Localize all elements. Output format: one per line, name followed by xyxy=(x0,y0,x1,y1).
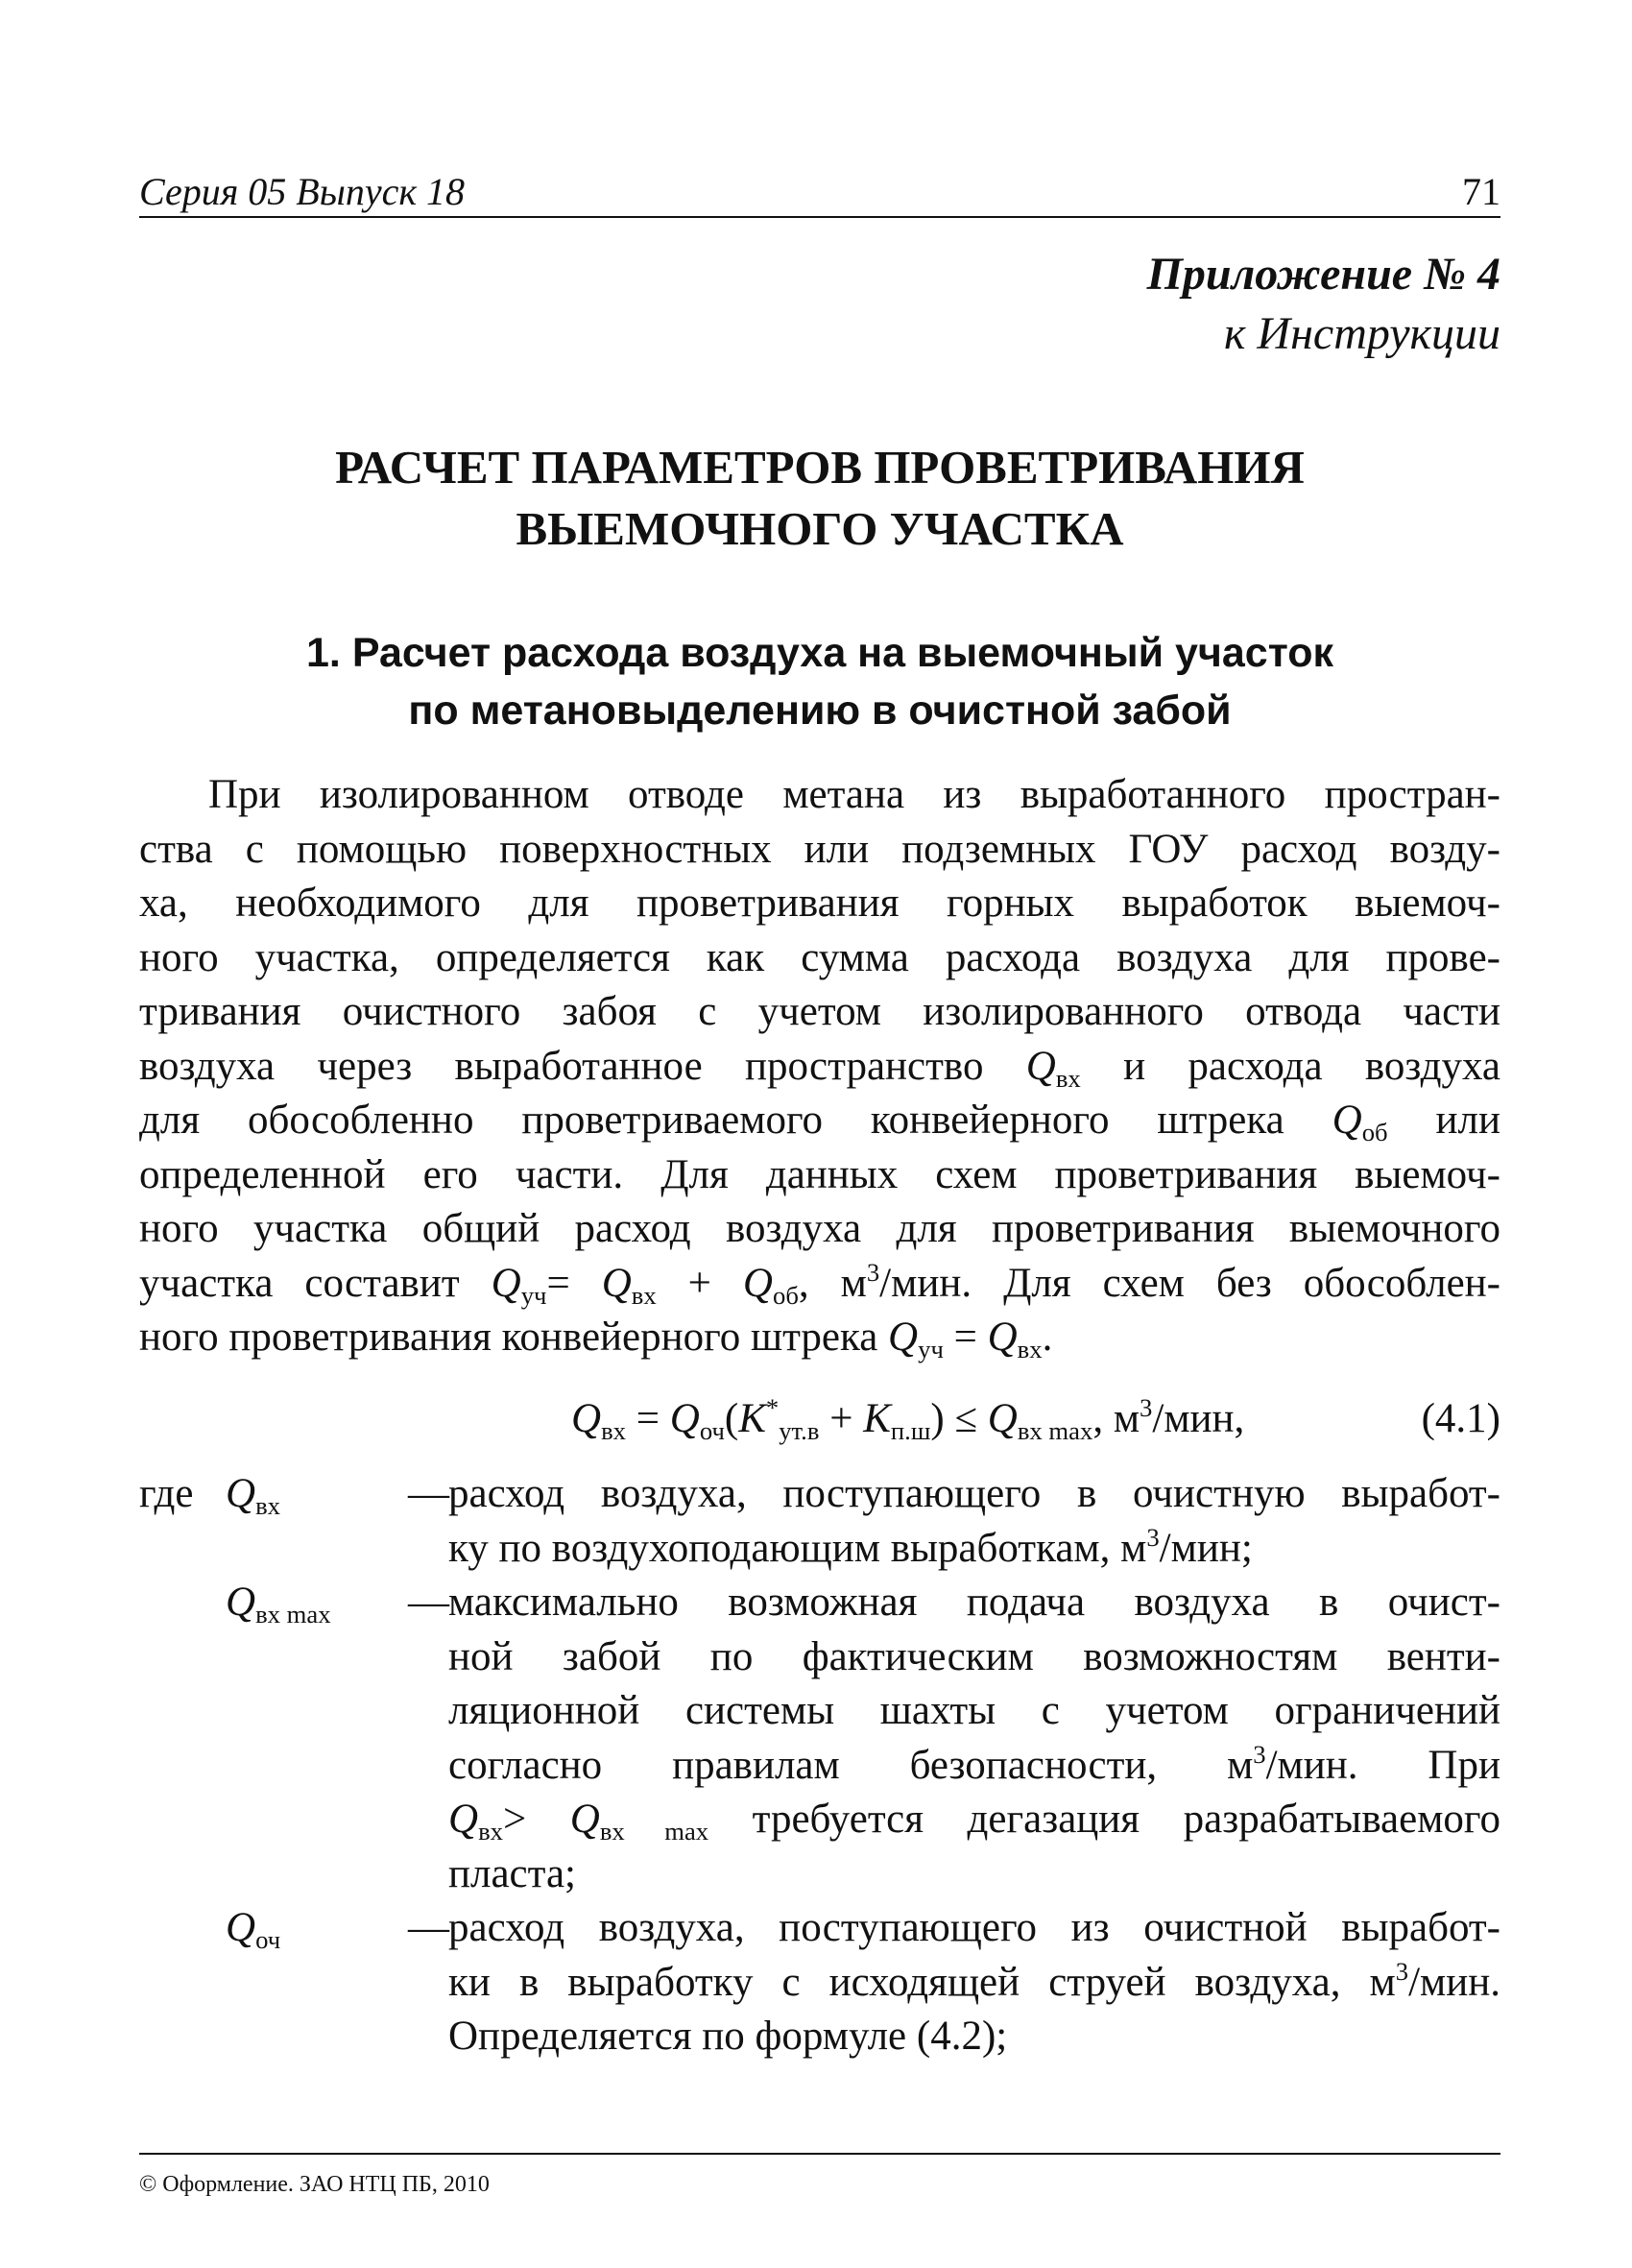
text-run: участка составит xyxy=(139,1260,460,1306)
text-run: воздуха через выработанное пространство xyxy=(139,1043,984,1089)
definition-line: максимально возможная подача воздуха в очист- xyxy=(448,1580,1500,1625)
symbol-q-vx: $Q_{вх}$ xyxy=(1025,1043,1081,1093)
paragraph-line xyxy=(139,1040,1500,1095)
definition-line: Определяется по формуле (4.2); xyxy=(448,2014,1008,2059)
inline-inequality: $Q_{вх}> Q_{вх max}$ xyxy=(448,1797,709,1846)
header-rule xyxy=(139,216,1500,218)
definition-dash: — xyxy=(408,1471,449,1516)
appendix-title: Приложение № 4 xyxy=(1146,249,1500,300)
section-heading xyxy=(139,624,1500,739)
paragraph-line xyxy=(139,1311,1500,1365)
definition-line: согласно правилам безопасности, $м^3$/мин. При xyxy=(448,1739,1500,1788)
definition-line: расход воздуха, поступающего в очистную выработ- xyxy=(448,1471,1500,1516)
footer-copyright: © Оформление. ЗАО НТЦ ПБ, 2010 xyxy=(139,2172,490,2197)
paragraph-line xyxy=(139,1094,1500,1148)
definition-item xyxy=(139,1576,1500,1901)
paragraph-line: ха, необходимого для проветривания горных выработок выемоч- xyxy=(139,881,1500,926)
body-paragraph xyxy=(139,768,1500,1365)
inline-equation: $Q_{уч} = Q_{вх}$. xyxy=(888,1315,1053,1363)
definitions-list xyxy=(139,1467,1500,2064)
section-heading-line: по метановыделению в очистной забой xyxy=(408,688,1232,734)
paragraph-line: тривания очистного забоя с учетом изолированного отвода части xyxy=(139,989,1500,1034)
page-title xyxy=(139,437,1500,560)
text-run: ного проветривания конвейерного штрека xyxy=(139,1315,878,1360)
appendix-subtitle: к Инструкции xyxy=(1223,308,1500,359)
symbol-q-ob: $Q_{об}$ xyxy=(1332,1098,1388,1146)
definition-dash: — xyxy=(408,1580,449,1625)
definition-line: ки в выработку с исходящей струей воздуха, $м^3$/мин. xyxy=(448,1956,1500,2005)
paragraph-line: ного участка, определяется как сумма расхода воздуха для прове- xyxy=(139,934,1500,980)
definition-item xyxy=(139,1467,1500,1576)
definition-line: $Q_{вх}> Q_{вх max}$ требуется дегазация разрабатываемого xyxy=(448,1797,1500,1846)
footer-rule xyxy=(139,2153,1500,2155)
page-number: 71 xyxy=(1462,170,1500,213)
definition-line: ной забой по фактическим возможностям венти- xyxy=(448,1633,1500,1679)
series-label: Серия 05 Выпуск 18 xyxy=(139,170,466,213)
section-heading-line: 1. Расчет расхода воздуха на выемочный участок xyxy=(306,630,1333,676)
text-run: или xyxy=(1435,1098,1501,1143)
definition-symbol: $Q_{оч}$ xyxy=(226,1905,281,1954)
text-run: для обособленно проветриваемого конвейерного штрека xyxy=(139,1098,1284,1143)
equation-expression: $Q_{вх} = Q_{оч}(K^*_{ут.в} + K_{п.ш}) \le Q_{вх max}$, $м^3$/мин, xyxy=(571,1393,1245,1445)
definition-text xyxy=(448,1467,1500,1576)
paragraph-line: При изолированном отводе метана из выработанного простран- xyxy=(208,772,1500,817)
definition-symbol: $Q_{вх}$ xyxy=(226,1471,280,1520)
definition-line: ку по воздухоподающим выработкам, $м^3$/мин; xyxy=(448,1522,1253,1571)
paragraph-line: ного участка общий расход воздуха для проветривания выемочного xyxy=(139,1206,1500,1251)
paragraph-line: участка составит $Q_{уч}= Q_{вх} + Q_{об}$, $м^3$/мин. Для схем без обособлен- xyxy=(139,1257,1500,1310)
definition-item xyxy=(139,1901,1500,2064)
where-label: где xyxy=(139,1471,194,1516)
inline-equation: $Q_{уч}= Q_{вх} + Q_{об}$, xyxy=(491,1260,809,1310)
definition-line: расход воздуха, поступающего из очистной выработ- xyxy=(448,1905,1500,1950)
definition-text xyxy=(448,1576,1500,1901)
unit: м xyxy=(840,1260,867,1306)
definition-symbol: $Q_{вх max}$ xyxy=(226,1580,331,1629)
text-run: /мин. Для схем без обособлен- xyxy=(879,1260,1500,1306)
page-title-line: ВЫЕМОЧНОГО УЧАСТКА xyxy=(516,502,1124,555)
page-title-line: РАСЧЕТ ПАРАМЕТРОВ ПРОВЕТРИВАНИЯ xyxy=(335,441,1305,494)
paragraph-line: ства с помощью поверхностных или подземных ГОУ расход возду- xyxy=(139,826,1500,872)
definition-dash: — xyxy=(408,1905,449,1950)
definition-text xyxy=(448,1901,1500,2064)
definition-line: ляционной системы шахты с учетом ограничений xyxy=(448,1688,1500,1733)
text-run: и расхода воздуха xyxy=(1123,1043,1500,1089)
paragraph-line: определенной его части. Для данных схем проветривания выемоч- xyxy=(139,1151,1500,1197)
definition-line: пласта; xyxy=(448,1850,576,1896)
appendix-label xyxy=(1147,245,1500,364)
equation-number: (4.1) xyxy=(1421,1396,1500,1441)
